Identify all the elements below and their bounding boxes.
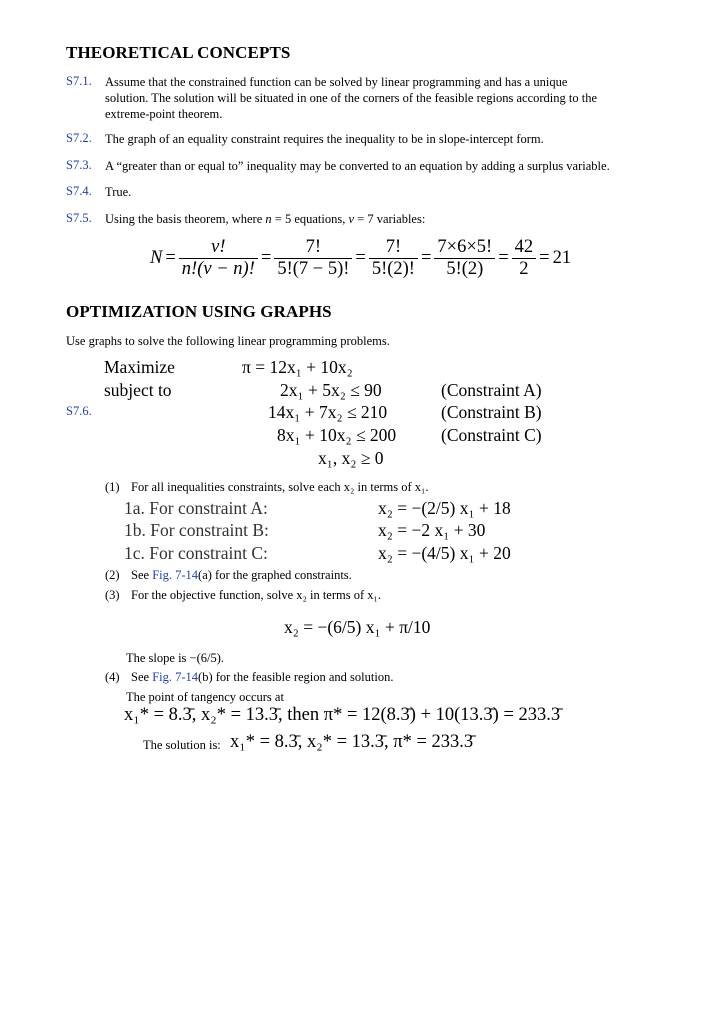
solution-label: The solution is:	[143, 738, 221, 752]
figure-link[interactable]: Fig. 7-14	[152, 568, 199, 582]
nonnegativity: x₁, x₂ ≥ 0	[318, 448, 384, 468]
step-text: For all inequalities constraints, solve each x₂ in terms of x₁.	[131, 480, 429, 494]
item-text-line: Assume that the constrained function can be solved by linear programming and has a unique	[105, 75, 568, 89]
constraint-c-label: (Constraint C)	[441, 425, 542, 445]
item-text-line: solution. The solution will be situated in one of the corners of the feasible regions according to the	[105, 91, 598, 105]
constraint-a-label: (Constraint A)	[441, 380, 542, 400]
substep-equation: x₂ = −(2/5) x₁ + 18	[378, 498, 511, 518]
step-number: (3)	[105, 588, 120, 602]
section-intro: Use graphs to solve the following linear programming problems.	[66, 334, 390, 348]
item-number: S7.3.	[66, 158, 92, 172]
combination-formula: N = $\frac{v!}{n!(v - n)!}$ = $\frac{7!}{5!(7 - 5)!}$ = $\frac{7!}{5!(2)!}$ = $\frac{7\times 6\times 5!}{5!(2)}$ = $\frac{42}{2}$ = 21	[150, 237, 572, 279]
objective-function: π = 12x₁ + 10x₂	[242, 357, 353, 377]
constraint-c: 8x₁ + 10x₂ ≤ 200	[277, 425, 397, 445]
substep-label: 1c. For constraint C:	[124, 543, 268, 563]
substep-label: 1b. For constraint B:	[124, 520, 269, 540]
subject-to-label: subject to	[104, 380, 172, 400]
step-text: For the objective function, solve x₂ in terms of x₁.	[131, 588, 381, 602]
item-text-line: extreme-point theorem.	[105, 107, 223, 121]
section-heading-optimization: OPTIMIZATION USING GRAPHS	[66, 302, 332, 321]
objective-slope-equation: x₂ = −(6/5) x₁ + π/10	[284, 617, 431, 637]
problem-number: S7.6.	[66, 404, 92, 418]
step-number: (2)	[105, 568, 120, 582]
constraint-b: 14x₁ + 7x₂ ≤ 210	[268, 402, 388, 422]
slope-text: The slope is −(6/5).	[126, 651, 225, 665]
tangency-equation: x₁* = 8.3̄, x₂* = 13.3̄, then π* = 12(8.3̄) + 10(13.3̄) = 233.3̄	[124, 705, 561, 725]
substep-equation: x₂ = −2 x₁ + 30	[378, 520, 486, 540]
substep-label: 1a. For constraint A:	[124, 498, 268, 518]
figure-link[interactable]: Fig. 7-14	[152, 670, 199, 684]
item-number: S7.5.	[66, 211, 92, 225]
step-number: (4)	[105, 670, 120, 684]
step-text: See Fig. 7-14(b) for the feasible region and solution.	[131, 670, 394, 684]
solution-equation: x₁* = 8.3̄, x₂* = 13.3̄, π* = 233.3̄	[230, 732, 474, 752]
step-text: See Fig. 7-14(a) for the graphed constraints.	[131, 568, 352, 582]
item-text-line: The graph of an equality constraint requires the inequality to be in slope-intercept form.	[105, 132, 544, 146]
constraint-a: 2x₁ + 5x₂ ≤ 90	[280, 380, 382, 400]
substep-equation: x₂ = −(4/5) x₁ + 20	[378, 543, 511, 563]
maximize-label: Maximize	[104, 357, 175, 377]
item-number: S7.2.	[66, 131, 92, 145]
item-text-line: A “greater than or equal to” inequality may be converted to an equation by adding a surplus variable.	[105, 159, 610, 173]
item-number: S7.1.	[66, 74, 92, 88]
item-text-line: True.	[105, 185, 132, 199]
tangency-text: The point of tangency occurs at	[126, 690, 284, 704]
constraint-b-label: (Constraint B)	[441, 402, 542, 422]
item-number: S7.4.	[66, 184, 92, 198]
step-number: (1)	[105, 480, 120, 494]
section-heading-theoretical: THEORETICAL CONCEPTS	[66, 43, 291, 62]
item-text-line: Using the basis theorem, where n = 5 equations, v = 7 variables:	[105, 212, 426, 226]
